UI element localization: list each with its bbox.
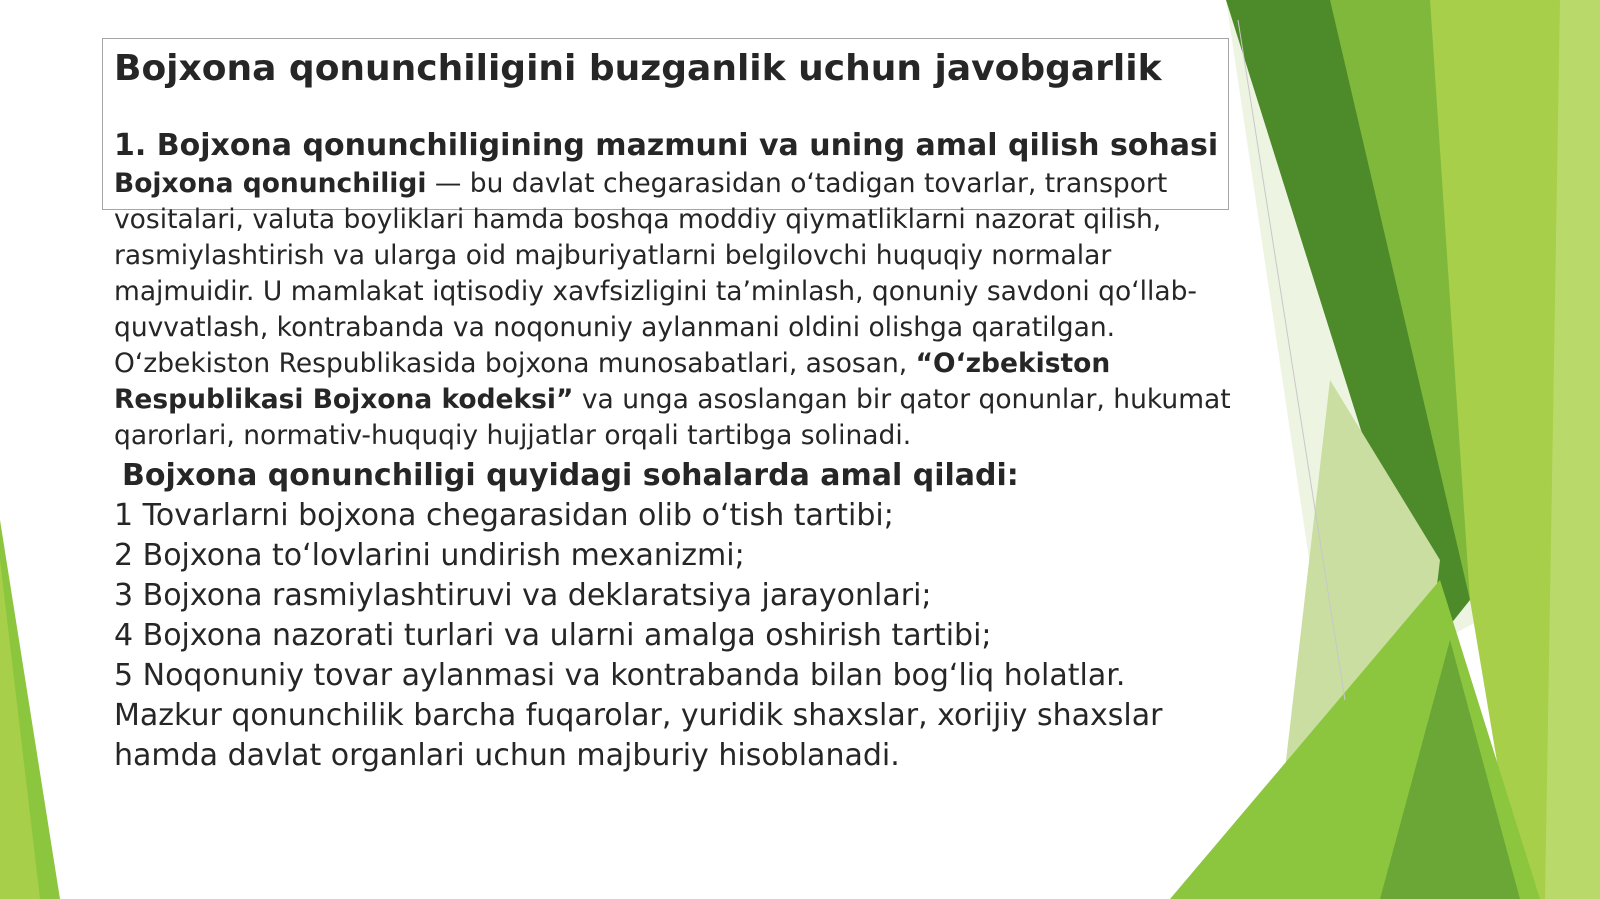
closing-statement: Mazkur qonunchilik barcha fuqarolar, yuridik shaxslar, xorijiy shaxslar hamda davlat organlari uchun majburiy hisoblanadi. <box>114 698 1163 773</box>
scope-item: 3 Bojxona rasmiylashtiruvi va deklaratsiya jarayonlari; <box>114 578 932 613</box>
scope-item: 1 Tovarlarni bojxona chegarasidan olib o‘tish tartibi; <box>114 498 894 533</box>
definition-text: — bu davlat chegarasidan o‘tadigan tovarlar, transport vositalari, valuta boyliklari hamda boshqa moddiy qiymatliklarni nazorat qilish, rasmiylashtirish va ularga oid majburiyatlarni belgilovchi huquqiy normalar majmuidir. U mamlakat iqtisodiy xavfsizligini ta’minlash, qonuniy savdoni qo‘llab-quvvatlash, kontrabanda va noqonuniy aylanmani oldini olishga qaratilgan. <box>114 168 1197 343</box>
slide-title: Bojxona qonunchiligini buzganlik uchun javobgarlik <box>114 48 1162 89</box>
definition-paragraph <box>114 166 1234 346</box>
regulation-after: va unga asoslangan bir qator qonunlar, hukumat qarorlari, normativ-huquqiy hujjatlar orqali tartibga solinadi. <box>114 384 1231 451</box>
scope-item: 5 Noqonuniy tovar aylanmasi va kontrabanda bilan bog‘liq holatlar. <box>114 658 1126 693</box>
section-subtitle: 1. Bojxona qonunchiligining mazmuni va uning amal qilish sohasi <box>114 128 1219 163</box>
scope-item: 4 Bojxona nazorati turlari va ularni amalga oshirish tartibi; <box>114 618 992 653</box>
scope-item: 2 Bojxona to‘lovlarini undirish mexanizmi; <box>114 538 745 573</box>
customs-code-name: “O‘zbekiston Respublikasi Bojxona kodeksi” <box>114 348 1111 415</box>
regulation-before: O‘zbekiston Respublikasida bojxona munosabatlari, asosan, <box>114 348 916 379</box>
scope-list <box>114 496 1234 696</box>
scope-heading: Bojxona qonunchiligi quyidagi sohalarda amal qiladi: <box>122 458 1019 493</box>
slide-content <box>114 44 1234 776</box>
regulation-paragraph <box>114 346 1234 454</box>
definition-term: Bojxona qonunchiligi <box>114 168 427 199</box>
